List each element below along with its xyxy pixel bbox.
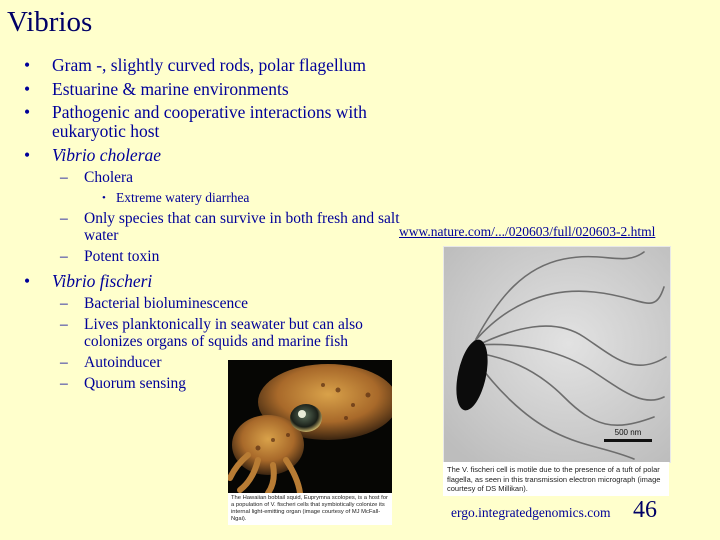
source-credit: ergo.integratedgenomics.com (451, 505, 611, 520)
dash-icon: – (60, 316, 68, 333)
dash-icon: – (60, 354, 68, 371)
nature-link[interactable]: www.nature.com/.../020603/full/020603-2.html (399, 224, 656, 239)
sub-bullet-item (24, 210, 424, 244)
bobtail-squid-image (228, 360, 392, 493)
sub-bullet-item (24, 295, 424, 312)
sub-bullet-text: Only species that can survive in both fresh and salt water (84, 210, 400, 244)
bullet-dot-icon: • (24, 102, 31, 122)
sub-bullet-text: Bacterial bioluminescence (84, 295, 248, 312)
sub-bullet-item (24, 169, 424, 186)
scale-bar-label: 500 nm (614, 428, 642, 437)
squid-drawing (228, 360, 392, 493)
bullet-dot-icon: • (24, 271, 31, 291)
dash-icon: – (60, 375, 68, 392)
scale-bar (604, 439, 652, 442)
bullet-item (24, 55, 424, 75)
bullet-list (24, 55, 424, 396)
bullet-text: Vibrio fischeri (52, 271, 153, 291)
bullet-item-vibrio-fischeri (24, 271, 424, 291)
bullet-item (24, 79, 424, 99)
slide-title: Vibrios (7, 6, 93, 38)
bullet-text: Estuarine & marine environments (52, 79, 289, 99)
micrograph-caption: The V. fischeri cell is motile due to the presence of a tuft of polar flagella, as seen in this transmission electron micrograph (image courtesy of DS Millikan). (443, 462, 669, 496)
sub-bullet-text: Cholera (84, 169, 134, 186)
dash-icon: – (60, 248, 68, 265)
bullet-text: Pathogenic and cooperative interactions with eukaryotic host (52, 102, 367, 141)
bullet-text: Gram -, slightly curved rods, polar flagellum (52, 55, 366, 75)
bullet-text: Vibrio cholerae (52, 145, 162, 165)
bullet-dot-icon: • (102, 192, 106, 204)
electron-micrograph-image (443, 246, 671, 463)
bullet-dot-icon: • (24, 79, 31, 99)
dash-icon: – (60, 210, 68, 227)
page-number: 46 (633, 497, 657, 523)
sub-bullet-item (24, 316, 424, 350)
dash-icon: – (60, 295, 68, 312)
dash-icon: – (60, 169, 68, 186)
sub-bullet-text: Autoinducer (84, 354, 162, 371)
sub-sub-bullet-text: Extreme watery diarrhea (116, 190, 250, 205)
sub-bullet-text: Potent toxin (84, 248, 160, 265)
sub-bullet-text: Lives planktonically in seawater but can also colonizes organs of squids and marine fish (84, 316, 363, 350)
bullet-dot-icon: • (24, 145, 31, 165)
squid-caption: The Hawaiian bobtail squid, Euprymna scolopes, is a host for a population of V. fischeri cells that symbiotically colonize its internal light-emitting organ (image courtesy of MJ McFall-Ngai). (228, 493, 392, 525)
sub-bullet-text: Quorum sensing (84, 375, 187, 392)
bullet-item (24, 103, 424, 141)
sub-sub-bullet-item (24, 190, 424, 206)
bullet-item-vibrio-cholerae (24, 145, 424, 165)
micrograph-drawing (444, 247, 670, 462)
bullet-dot-icon: • (24, 55, 31, 75)
sub-bullet-item (24, 248, 424, 265)
